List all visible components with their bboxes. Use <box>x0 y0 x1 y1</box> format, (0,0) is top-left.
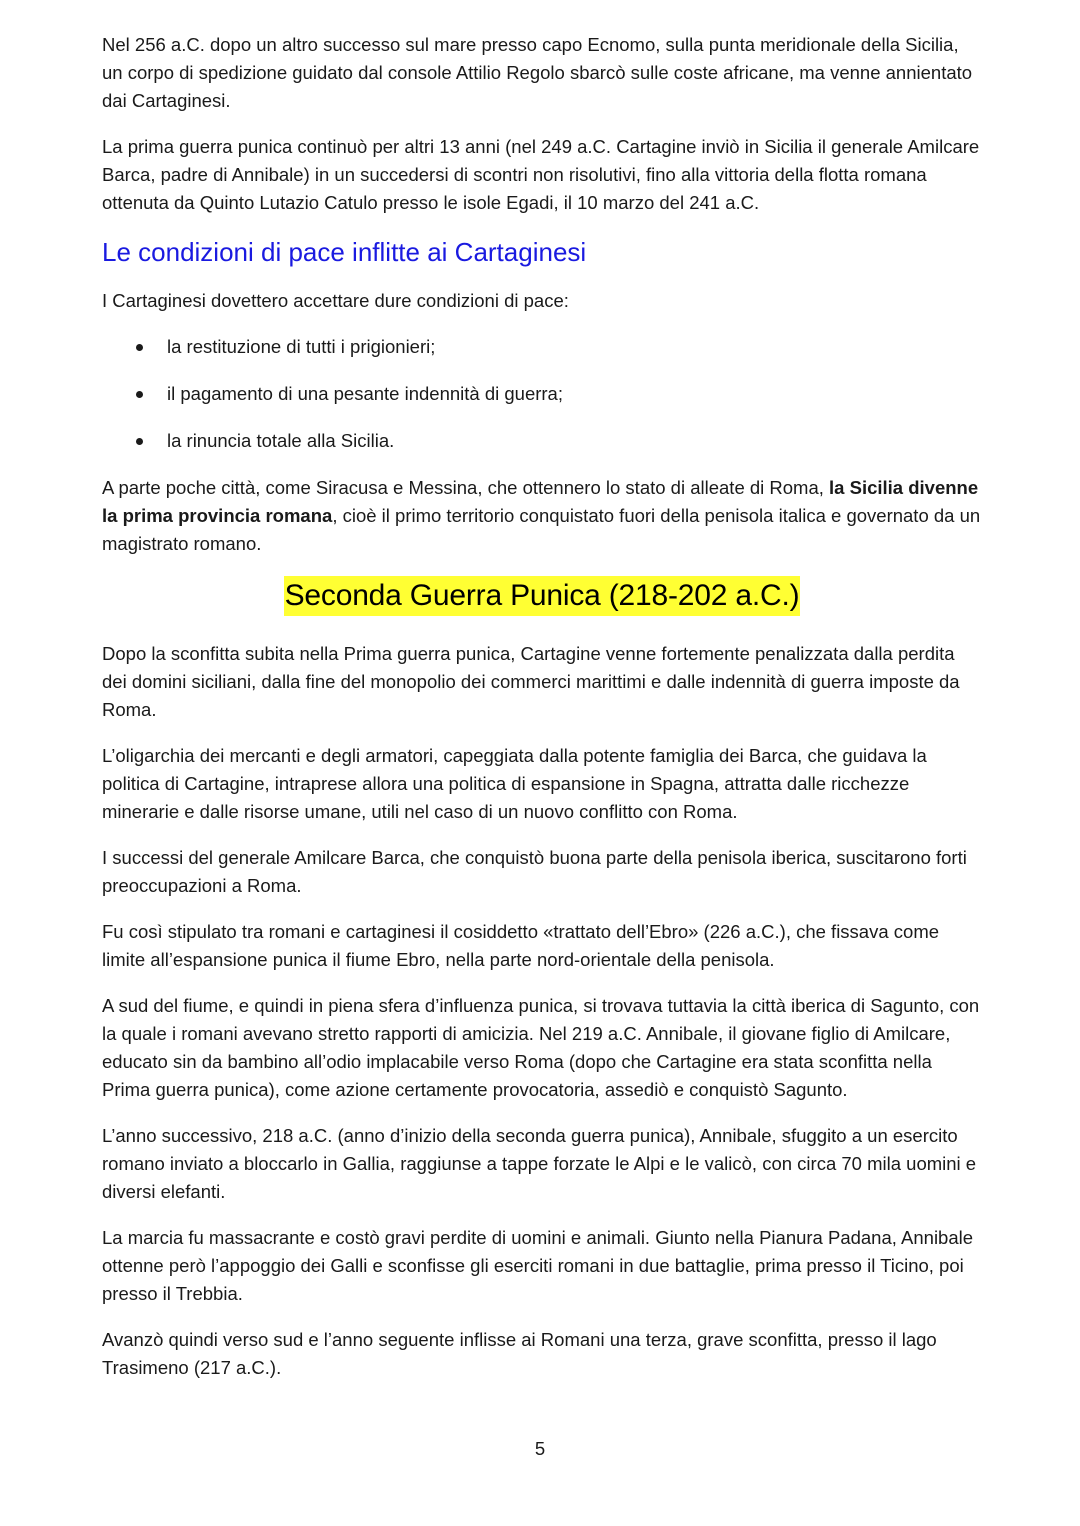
paragraph-carthage-penalized: Dopo la sconfitta subita nella Prima guerra punica, Cartagine venne fortemente penalizzata dalla perdita dei domini siciliani, dalla fine del monopolio dei commerci marittimi e dalle indennità di guerra imposte da Roma. <box>102 643 960 720</box>
paragraph-regolo: Nel 256 a.C. dopo un altro successo sul mare presso capo Ecnomo, sulla punta meridionale della Sicilia, un corpo di spedizione guidato dal console Attilio Regolo sbarcò sulle coste africane, ma venne annientato dai Cartaginesi. <box>102 34 973 111</box>
title-wrapper <box>102 576 982 621</box>
section-heading-peace: Le condizioni di pace inflitte ai Cartaginesi <box>102 237 587 267</box>
paragraph-sicily-province <box>102 474 982 558</box>
section-title-second-war: Seconda Guerra Punica (218-202 a.C.) <box>284 576 801 616</box>
paragraph-peace-intro: I Cartaginesi dovettero accettare dure condizioni di pace: <box>102 290 569 311</box>
paragraph-amilcare-successes: I successi del generale Amilcare Barca, che conquistò buona parte della penisola iberica, suscitarono forti preoccupazioni a Roma. <box>102 847 967 896</box>
list-item-text: la rinuncia totale alla Sicilia. <box>167 430 395 451</box>
paragraph-sagunto: A sud del fiume, e quindi in piena sfera d’influenza punica, si trovava tuttavia la città iberica di Sagunto, con la quale i romani avevano stretto rapporti di amicizia. Nel 219 a.C. Annibale, il giovane figlio di Amilcare, educato sin da bambino all’odio implacabile verso Roma (dopo che Cartagine era stata sconfitta nella Prima guerra punica), come azione certamente provocatoria, assediò e conquistò Sagunto. <box>102 995 980 1100</box>
list-item <box>102 333 982 361</box>
sicily-text-before: A parte poche città, come Siracusa e Messina, che ottennero lo stato di alleate di Roma, <box>102 477 830 498</box>
peace-terms-list <box>102 333 982 455</box>
paragraph-alps-crossing: L’anno successivo, 218 a.C. (anno d’inizio della seconda guerra punica), Annibale, sfuggito a un esercito romano inviato a bloccarlo in Gallia, raggiunse a tappe forzate le Alpi e le valicò, con circa 70 mila uomini e diversi elefanti. <box>102 1125 977 1202</box>
paragraph-ticino-trebbia: La marcia fu massacrante e costò gravi perdite di uomini e animali. Giunto nella Pianura Padana, Annibale ottenne però l’appoggio dei Galli e sconfisse gli eserciti romani in due battaglie, prima presso il Ticino, poi presso il Trebbia. <box>102 1227 974 1304</box>
paragraph-trasimeno: Avanzò quindi verso sud e l’anno seguente inflisse ai Romani una terza, grave sconfitta, presso il lago Trasimeno (217 a.C.). <box>102 1329 937 1378</box>
sicily-text-after: , cioè il primo territorio conquistato fuori della penisola italica e governato da un magistrato romano. <box>102 505 981 554</box>
sicily-text-bold: la Sicilia divenne la prima provincia romana <box>102 477 979 526</box>
list-item <box>102 380 982 408</box>
bullet-icon <box>136 391 143 398</box>
page-number: 5 <box>534 1438 546 1459</box>
list-item <box>102 427 982 455</box>
bullet-icon <box>136 344 143 351</box>
list-item-text: il pagamento di una pesante indennità di guerra; <box>167 383 563 404</box>
bullet-icon <box>136 438 143 445</box>
paragraph-barca-oligarchy: L’oligarchia dei mercanti e degli armatori, capeggiata dalla potente famiglia dei Barca, che guidava la politica di Cartagine, intraprese allora una politica di espansione in Spagna, attratta dalle ricchezze minerarie e dalle risorse umane, utili nel caso di un nuovo conflitto con Roma. <box>102 745 927 822</box>
document-page <box>102 31 982 1400</box>
paragraph-ebro-treaty: Fu così stipulato tra romani e cartaginesi il cosiddetto «trattato dell’Ebro» (226 a.C.), che fissava come limite all’espansione punica il fiume Ebro, nella parte nord-orientale della penisola. <box>102 921 940 970</box>
list-item-text: la restituzione di tutti i prigionieri; <box>167 336 436 357</box>
paragraph-first-war-end: La prima guerra punica continuò per altri 13 anni (nel 249 a.C. Cartagine inviò in Sicilia il generale Amilcare Barca, padre di Annibale) in un succedersi di scontri non risolutivi, fino alla vittoria della flotta romana ottenuta da Quinto Lutazio Catulo presso le isole Egadi, il 10 marzo del 241 a.C. <box>102 136 980 213</box>
